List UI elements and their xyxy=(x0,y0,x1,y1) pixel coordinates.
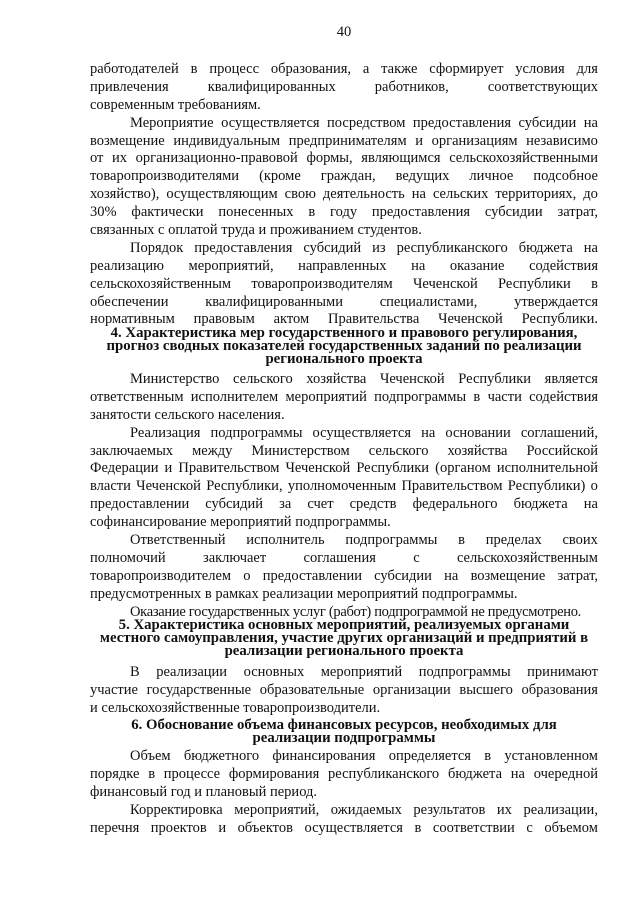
word: предоставлении xyxy=(262,567,362,584)
paragraph-line xyxy=(90,276,598,294)
word: сельского xyxy=(368,442,429,459)
word: мероприятий, xyxy=(234,801,320,818)
word: подпрограммы xyxy=(374,388,467,405)
word: очередной xyxy=(533,765,598,782)
word: на xyxy=(510,765,525,782)
word: Правительства xyxy=(328,311,420,328)
word: сформирует xyxy=(429,61,504,77)
word: товаропроизводителям xyxy=(251,275,393,292)
word: бюджета xyxy=(447,765,503,782)
word: возмещение xyxy=(90,132,165,149)
word: о xyxy=(243,567,251,584)
page-number: 40 xyxy=(336,24,352,40)
word: возмещение xyxy=(470,567,546,584)
word: на xyxy=(411,257,426,274)
word: на xyxy=(583,496,598,513)
word: квалифицированными xyxy=(205,293,343,310)
word: содействия xyxy=(529,388,598,405)
word: объектов xyxy=(237,819,293,836)
word: формы, xyxy=(306,150,353,167)
word: затрат, xyxy=(557,204,598,221)
paragraph-line xyxy=(90,460,598,478)
word: хозяйство), xyxy=(90,186,160,203)
word: основных xyxy=(243,664,305,680)
paragraph-line xyxy=(90,389,598,407)
word: в xyxy=(473,388,481,405)
word: осуществляется xyxy=(312,424,411,441)
word: предоставления xyxy=(371,204,471,221)
word: Республики xyxy=(498,275,571,292)
section-heading xyxy=(90,324,598,367)
word: Ответственный xyxy=(130,532,226,549)
word: (кроме xyxy=(259,168,301,185)
word: предоставления xyxy=(194,239,293,256)
word: субсидии xyxy=(484,204,543,221)
word: свою xyxy=(284,186,316,203)
word: их xyxy=(496,801,512,818)
word: субсидий xyxy=(303,239,362,256)
paragraph-line xyxy=(90,79,598,97)
paragraph-line xyxy=(90,748,598,766)
word: части xyxy=(487,388,522,405)
word: власти xyxy=(90,478,131,495)
word: также xyxy=(381,61,418,77)
word: бюджетного xyxy=(183,748,260,764)
word: осуществляется xyxy=(221,114,320,131)
word: Российской xyxy=(526,442,598,459)
word: Чеченской xyxy=(438,311,503,328)
word: Правительством xyxy=(178,460,280,477)
paragraph-line xyxy=(90,204,598,222)
word: 30% xyxy=(90,204,117,221)
word: личное xyxy=(469,168,514,185)
word: содействия xyxy=(529,257,598,274)
paragraph-line: предусмотренных в рамках реализации мероприятий подпрограммы. xyxy=(90,585,518,602)
paragraph-line xyxy=(90,115,598,133)
word: мероприятий, xyxy=(188,257,274,274)
word: Чеченской xyxy=(285,460,351,477)
word: формирования xyxy=(228,765,320,782)
word: актом xyxy=(273,311,310,328)
word: и xyxy=(164,460,173,477)
intro-text-block xyxy=(90,61,598,329)
word: соглашения xyxy=(303,549,376,566)
word: году xyxy=(330,204,358,221)
word: Республики xyxy=(458,371,532,387)
word: с xyxy=(526,819,533,836)
paragraph-line: и сельскохозяйственные товаропроизводители. xyxy=(90,699,381,716)
word: хозяйства xyxy=(306,371,367,387)
word: Республики. xyxy=(521,311,598,328)
word: товаропроизводителями xyxy=(90,168,240,185)
paragraph-line xyxy=(90,532,598,550)
heading-line: местного самоуправления, участие других организаций и предприятий в xyxy=(99,629,589,646)
paragraph-line xyxy=(90,568,598,586)
word: Корректировка xyxy=(130,801,223,818)
word: в xyxy=(308,204,316,221)
paragraph-line xyxy=(90,820,598,838)
word: установленном xyxy=(504,748,598,764)
word: направленных xyxy=(298,257,387,274)
word: о xyxy=(590,478,598,495)
word: предоставлении xyxy=(90,496,190,513)
paragraph-line xyxy=(90,294,598,312)
word: посредством xyxy=(327,114,406,131)
word: территориях, xyxy=(495,186,577,203)
word: Чеченской xyxy=(412,275,478,292)
word: на xyxy=(583,114,598,131)
word: в xyxy=(414,819,422,836)
word: Министерство xyxy=(130,371,220,387)
paragraph-line xyxy=(90,240,598,258)
word: привлечения xyxy=(90,78,169,95)
word: республиканского xyxy=(328,765,440,782)
word: осуществляющим xyxy=(166,186,278,203)
word: за xyxy=(279,496,292,513)
word: принимают xyxy=(527,664,598,680)
paragraph-line: связанных с оплатой труда и проживанием студентов. xyxy=(90,222,422,239)
word: процессе xyxy=(163,765,221,782)
paragraph xyxy=(90,240,598,329)
word: от xyxy=(90,150,104,167)
paragraph-line xyxy=(90,150,598,168)
word: деятельность xyxy=(322,186,405,203)
paragraph-line xyxy=(90,496,598,514)
word: понесенных xyxy=(218,204,294,221)
word: Объем xyxy=(130,748,171,764)
word: Республики xyxy=(356,460,430,477)
word: Мероприятие xyxy=(130,114,214,131)
word: работодателей xyxy=(90,61,179,77)
word: заключает xyxy=(202,549,267,566)
heading-line: регионального проекта xyxy=(265,350,423,367)
word: предпринимателям xyxy=(288,132,407,149)
word: реализации xyxy=(156,664,228,680)
paragraph-line xyxy=(90,802,598,820)
word: в xyxy=(484,748,492,764)
word: работников, xyxy=(374,78,449,95)
word: В xyxy=(130,664,140,680)
paragraph-line: софинансирование мероприятий подпрограммы. xyxy=(90,514,391,531)
word: является xyxy=(544,371,598,387)
word: подпрограммы xyxy=(418,664,511,680)
word: граждан, xyxy=(320,168,376,185)
paragraph-line: Оказание государственных услуг (работ) подпрограммой не предусмотрено. xyxy=(130,603,581,620)
section-heading xyxy=(90,616,598,659)
word: организации xyxy=(372,681,451,698)
word: исполнитель xyxy=(246,532,325,549)
word: образования, xyxy=(270,61,352,77)
word: счет xyxy=(307,496,334,513)
word: реализацию xyxy=(90,257,164,274)
paragraph-line xyxy=(90,186,598,204)
word: обеспечении xyxy=(90,293,169,310)
paragraph-line xyxy=(90,766,598,784)
paragraph-line: занятости сельского населения. xyxy=(90,406,285,423)
word: в xyxy=(190,61,198,77)
word: государственные xyxy=(146,681,252,698)
word: финансирования xyxy=(272,748,376,764)
word: бюджета xyxy=(513,496,568,513)
word: ответственным xyxy=(90,388,184,405)
word: заключаемых xyxy=(90,442,174,459)
word: федерального xyxy=(412,496,498,513)
word: организационно-правовой xyxy=(135,150,298,167)
word: соответствии xyxy=(432,819,515,836)
paragraph xyxy=(90,664,598,718)
word: Правительством xyxy=(401,478,503,495)
paragraph-line xyxy=(90,258,598,276)
word: процесс xyxy=(209,61,260,77)
section-body xyxy=(90,664,598,718)
word: квалифицированных xyxy=(207,78,336,95)
paragraph-line xyxy=(90,682,598,700)
word: субсидии xyxy=(518,114,577,131)
word: основании xyxy=(445,424,511,441)
word: Порядок xyxy=(130,239,184,256)
word: сельскохозяйственным xyxy=(90,275,232,292)
paragraph-line xyxy=(90,664,598,682)
word: Республики) xyxy=(507,478,586,495)
word: сельскохозяйственным xyxy=(456,549,598,566)
word: в xyxy=(148,765,156,782)
word: полномочий xyxy=(90,549,166,566)
heading-line: реализации подпрограммы xyxy=(252,729,436,746)
word: перечня xyxy=(90,819,140,836)
word: с xyxy=(413,549,420,566)
word: их xyxy=(112,150,128,167)
word: республиканского xyxy=(396,239,508,256)
word: подпрограммы xyxy=(210,424,303,441)
word: подпрограммы xyxy=(345,532,438,549)
paragraph-line: финансовый год и плановый период. xyxy=(90,783,318,800)
paragraph-line xyxy=(90,371,598,389)
word: ведущих xyxy=(395,168,450,185)
word: в xyxy=(458,532,465,549)
paragraph-line xyxy=(90,550,598,568)
word: объемом xyxy=(544,819,598,836)
word: соответствующих xyxy=(487,78,598,95)
word: сельских xyxy=(432,186,489,203)
word: определяется xyxy=(388,748,471,764)
heading-line: 6. Обоснование объема финансовых ресурсов, необходимых для xyxy=(131,716,557,733)
word: в xyxy=(591,275,598,292)
word: (органом xyxy=(435,460,491,477)
word: организациям xyxy=(431,132,518,149)
paragraph-line xyxy=(90,443,598,461)
word: порядке xyxy=(90,765,140,782)
word: Федерации xyxy=(90,460,159,477)
word: являющимся xyxy=(361,150,441,167)
heading-line: прогноз сводных показателей государственных заданий по реализации xyxy=(106,337,582,354)
word: для xyxy=(576,61,598,77)
word: независимо xyxy=(526,132,598,149)
word: утверждается xyxy=(514,293,598,310)
word: соглашений, xyxy=(520,424,598,441)
word: оказание xyxy=(449,257,505,274)
word: сельского xyxy=(233,371,293,387)
word: Реализация xyxy=(130,424,201,441)
paragraph-line xyxy=(90,61,598,79)
word: и xyxy=(218,819,227,836)
word: участие xyxy=(90,681,138,698)
paragraph xyxy=(90,748,598,802)
word: средств xyxy=(349,496,397,513)
word: сельскохозяйственными xyxy=(449,150,598,167)
word: а xyxy=(362,61,370,77)
word: хозяйства xyxy=(447,442,508,459)
word: мероприятий xyxy=(320,664,403,680)
word: субсидии xyxy=(374,567,432,584)
paragraph xyxy=(90,425,598,532)
section-heading xyxy=(90,716,598,746)
paragraph-line: современным требованиям. xyxy=(90,96,261,113)
word: бюджета xyxy=(518,239,573,256)
paragraph xyxy=(90,802,598,838)
word: уполномоченным xyxy=(287,478,397,495)
word: подсобное xyxy=(533,168,598,185)
paragraph xyxy=(90,532,598,604)
word: высшего xyxy=(459,681,513,698)
word: на xyxy=(583,239,598,256)
paragraph-line xyxy=(90,168,598,186)
word: Чеченской xyxy=(136,478,201,495)
word: осуществляется xyxy=(304,819,403,836)
word: между xyxy=(192,442,233,459)
word: Республики, xyxy=(206,478,283,495)
paragraph-line xyxy=(90,478,598,496)
word: исполнительной xyxy=(496,460,598,477)
word: исполнителем xyxy=(190,388,279,405)
word: и xyxy=(415,132,424,149)
word: на xyxy=(421,424,436,441)
word: индивидуальным xyxy=(173,132,281,149)
word: мероприятий xyxy=(285,388,367,405)
word: затрат, xyxy=(557,567,598,584)
word: Министерством xyxy=(251,442,350,459)
heading-line: 5. Характеристика основных мероприятий, реализуемых органами xyxy=(118,616,570,633)
paragraph xyxy=(90,115,598,240)
word: на xyxy=(444,567,459,584)
word: правовым xyxy=(193,311,255,328)
word: Чеченской xyxy=(379,371,445,387)
word: образования xyxy=(521,681,598,698)
word: проектов xyxy=(150,819,207,836)
word: ожидаемых xyxy=(330,801,402,818)
word: результатов xyxy=(413,801,486,818)
word: предоставления xyxy=(412,114,512,131)
paragraph-line xyxy=(90,425,598,443)
paragraph xyxy=(90,371,598,425)
word: условия xyxy=(515,61,565,77)
word: до xyxy=(583,186,598,203)
word: из xyxy=(372,239,386,256)
heading-line: реализации регионального проекта xyxy=(224,642,464,659)
word: своих xyxy=(562,532,598,549)
word: реализации, xyxy=(523,801,598,818)
paragraph xyxy=(90,61,598,115)
word: образовательные xyxy=(259,681,365,698)
word: товаропроизводителем xyxy=(90,567,232,584)
heading-line: 4. Характеристика мер государственного и правового регулирования, xyxy=(110,324,578,341)
word: пределах xyxy=(485,532,542,549)
paragraph-line xyxy=(90,133,598,151)
section-body xyxy=(90,371,598,621)
word: фактически xyxy=(131,204,204,221)
word: специалистами, xyxy=(379,293,478,310)
section-body xyxy=(90,748,598,837)
word: нормативным xyxy=(90,311,175,328)
word: субсидий xyxy=(205,496,264,513)
word: на xyxy=(411,186,426,203)
